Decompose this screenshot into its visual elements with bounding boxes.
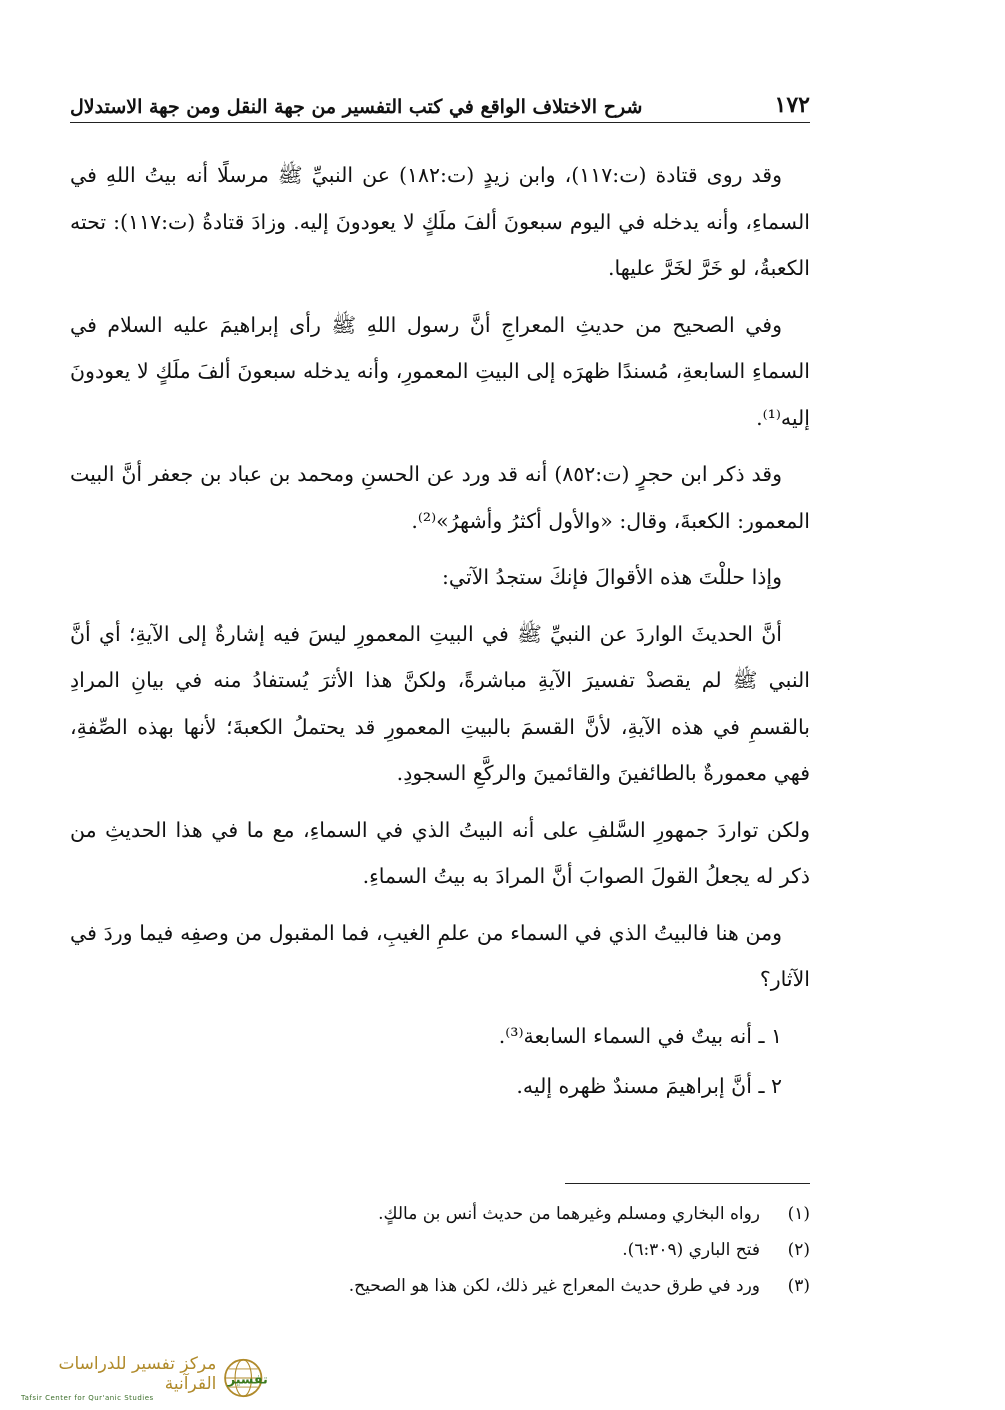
- logo-wordmark: [21, 1354, 216, 1402]
- publisher-logo: [15, 1348, 280, 1408]
- paragraph-7: ومن هنا فالبيتُ الذي في السماء من علمِ الغيبِ، فما المقبول من وصفِه فيما وردَ في الآثار؟: [70, 920, 810, 991]
- footnote-1: [70, 1196, 810, 1232]
- footnote-number: (٣): [787, 1276, 810, 1296]
- logo-arabic-name: مركز تفسير للدراسات القرآنية: [58, 1354, 217, 1394]
- footnote-3: [70, 1268, 810, 1304]
- page-number: ١٧٢: [774, 92, 810, 118]
- footnote-text: فتح الباري (٦:٣٠٩).: [622, 1240, 760, 1260]
- paragraph-6: ولكن تواردَ جمهورِ السَّلفِ على أنه البيتُ الذي في السماءِ، مع ما في هذا الحديثِ من ذكر له يجعلُ القولَ الصوابَ أنَّ المرادَ به بيتُ السماءِ.: [70, 817, 810, 888]
- running-title: شرح الاختلاف الواقع في كتب التفسير من جهة النقل ومن جهة الاستدلال: [70, 96, 643, 118]
- footnote-number: (٢): [787, 1240, 810, 1260]
- page-header: [70, 82, 810, 123]
- footnote-separator: [565, 1183, 810, 1184]
- list-item-1: ١ ـ أنه بيتٌ في السماء السابعة⁽³⁾.: [498, 1023, 782, 1048]
- footnote-2: [70, 1232, 810, 1268]
- logo-mark-text: تفسير: [228, 1371, 269, 1387]
- paragraph-2: وفي الصحيح من حديثِ المعراجِ أنَّ رسول اللهِ ﷺ رأى إبراهيمَ عليه السلام في السماءِ السابعةِ، مُسندًا ظهرَه إلى البيتِ المعمورِ، وأنه يدخله سبعونَ ألفَ ملَكٍ لا يعودونَ إليه⁽¹⁾.: [70, 312, 810, 430]
- paragraph-5: أنَّ الحديثَ الواردَ عن النبيِّ ﷺ في البيتِ المعمورِ ليسَ فيه إشارةٌ إلى الآيةِ؛ أي أنَّ النبي ﷺ لم يقصدْ تفسيرَ الآيةِ مباشرةً، ولكنَّ هذا الأثرَ يُستفادُ منه في بيانِ المرادِ بالقسمِ في هذه الآيةِ، لأنَّ القسمَ بالبيتِ المعمورِ قد يحتملُ الكعبةَ؛ لأنها بهذه الصِّفةِ، فهي معمورةٌ بالطائفينَ والقائمينَ والركَّعِ السجودِ.: [70, 621, 810, 785]
- paragraph-1: وقد روى قتادة (ت:١١٧)، وابن زيدٍ (ت:١٨٢) عن النبيِّ ﷺ مرسلًا أنه بيتُ اللهِ في السماءِ، وأنه يدخله في اليوم سبعونَ ألفَ ملَكٍ لا يعودونَ إليه. وزادَ قتادةُ (ت:١١٧): تحته الكعبةُ، لو خَرَّ لخَرَّ عليها.: [70, 163, 810, 280]
- list-item-2: ٢ ـ أنَّ إبراهيمَ مسندٌ ظهره إليه.: [516, 1074, 782, 1098]
- main-text: [70, 152, 810, 1114]
- globe-icon: [216, 1351, 280, 1405]
- paragraph-3: وقد ذكر ابن حجرٍ (ت:٨٥٢) أنه قد ورد عن الحسنِ ومحمد بن عباد بن جعفر أنَّ البيت المعمور: الكعبةَ، وقال: «والأول أكثرُ وأشهرُ»⁽²⁾.: [70, 462, 810, 533]
- paragraph-4: وإذا حللْتَ هذه الأقوالَ فإنكَ ستجدُ الآتي:: [441, 565, 782, 589]
- footnote-text: رواه البخاري ومسلم وغيرهما من حديث أنس بن مالكٍ.: [378, 1204, 760, 1224]
- footnote-text: ورد في طرق حديث المعراج غير ذلك، لكن هذا هو الصحيح.: [348, 1276, 760, 1296]
- footnote-number: (١): [787, 1204, 810, 1224]
- logo-english-name: Tafsir Center for Qur'anic Studies: [21, 1394, 154, 1402]
- footnotes: [70, 1196, 810, 1304]
